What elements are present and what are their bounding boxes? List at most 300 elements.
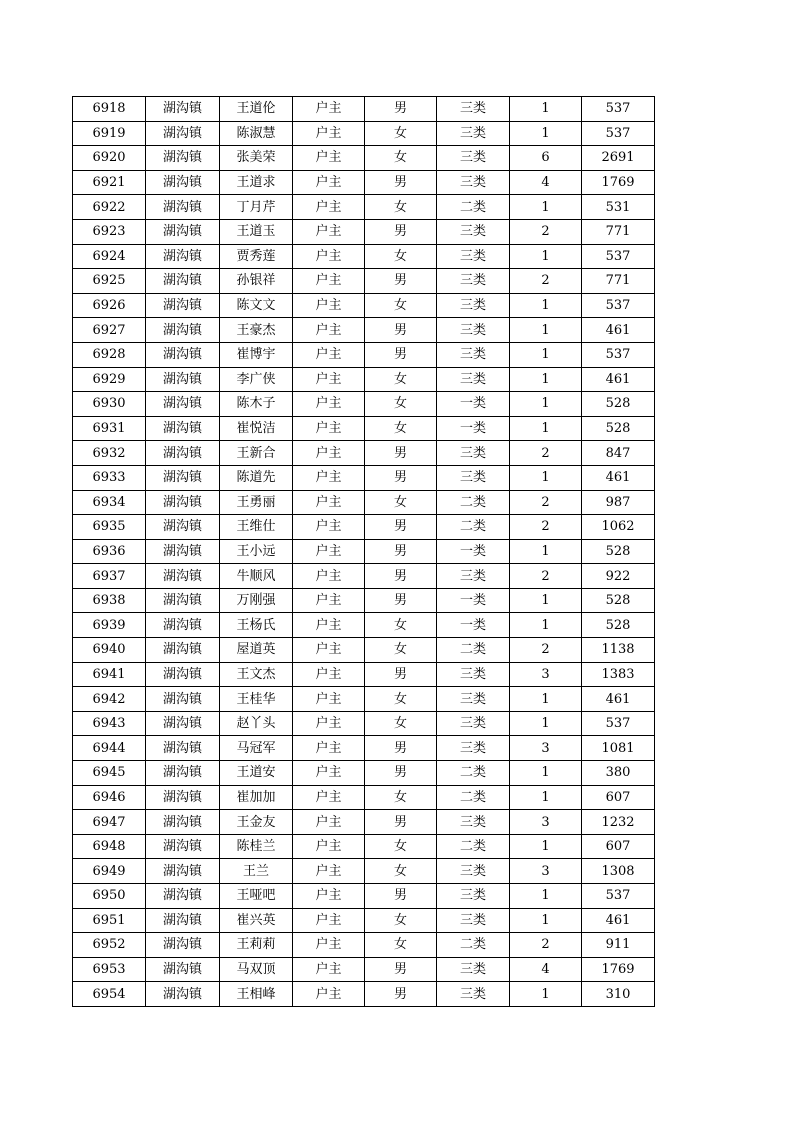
household-size-cell: 1 [510, 244, 582, 269]
amount-cell: 537 [582, 121, 655, 146]
gender-cell: 女 [365, 490, 437, 515]
relation-cell: 户主 [293, 121, 365, 146]
table-row [73, 588, 655, 613]
household-size-cell: 2 [510, 441, 582, 466]
household-size-cell: 3 [510, 859, 582, 884]
serial-number-cell: 6920 [73, 146, 146, 171]
table-row [73, 933, 655, 958]
household-size-cell: 1 [510, 613, 582, 638]
relation-cell: 户主 [293, 146, 365, 171]
serial-number-cell: 6941 [73, 662, 146, 687]
name-cell: 崔加加 [220, 785, 293, 810]
household-size-cell: 3 [510, 662, 582, 687]
serial-number-cell: 6932 [73, 441, 146, 466]
town-cell: 湖沟镇 [146, 219, 220, 244]
town-cell: 湖沟镇 [146, 859, 220, 884]
table-row [73, 318, 655, 343]
household-size-cell: 1 [510, 711, 582, 736]
gender-cell: 女 [365, 908, 437, 933]
relation-cell: 户主 [293, 884, 365, 909]
category-cell: 三类 [437, 736, 510, 761]
relation-cell: 户主 [293, 539, 365, 564]
category-cell: 三类 [437, 662, 510, 687]
town-cell: 湖沟镇 [146, 269, 220, 294]
gender-cell: 女 [365, 785, 437, 810]
category-cell: 三类 [437, 146, 510, 171]
serial-number-cell: 6931 [73, 416, 146, 441]
relation-cell: 户主 [293, 834, 365, 859]
amount-cell: 1232 [582, 810, 655, 835]
amount-cell: 1383 [582, 662, 655, 687]
gender-cell: 女 [365, 859, 437, 884]
serial-number-cell: 6945 [73, 761, 146, 786]
table-row [73, 515, 655, 540]
table-row [73, 244, 655, 269]
household-size-cell: 1 [510, 195, 582, 220]
household-size-cell: 1 [510, 761, 582, 786]
town-cell: 湖沟镇 [146, 170, 220, 195]
category-cell: 三类 [437, 982, 510, 1007]
household-size-cell: 1 [510, 97, 582, 122]
serial-number-cell: 6936 [73, 539, 146, 564]
town-cell: 湖沟镇 [146, 588, 220, 613]
gender-cell: 女 [365, 711, 437, 736]
name-cell: 崔博宇 [220, 342, 293, 367]
category-cell: 三类 [437, 957, 510, 982]
town-cell: 湖沟镇 [146, 736, 220, 761]
category-cell: 三类 [437, 219, 510, 244]
category-cell: 三类 [437, 367, 510, 392]
table-row [73, 662, 655, 687]
town-cell: 湖沟镇 [146, 933, 220, 958]
table-row [73, 219, 655, 244]
town-cell: 湖沟镇 [146, 392, 220, 417]
relation-cell: 户主 [293, 711, 365, 736]
town-cell: 湖沟镇 [146, 711, 220, 736]
table-row [73, 269, 655, 294]
town-cell: 湖沟镇 [146, 97, 220, 122]
relation-cell: 户主 [293, 367, 365, 392]
serial-number-cell: 6954 [73, 982, 146, 1007]
category-cell: 二类 [437, 761, 510, 786]
table-row [73, 465, 655, 490]
serial-number-cell: 6951 [73, 908, 146, 933]
amount-cell: 2691 [582, 146, 655, 171]
name-cell: 丁月芹 [220, 195, 293, 220]
category-cell: 三类 [437, 342, 510, 367]
gender-cell: 女 [365, 834, 437, 859]
amount-cell: 607 [582, 834, 655, 859]
household-size-cell: 1 [510, 293, 582, 318]
town-cell: 湖沟镇 [146, 810, 220, 835]
household-size-cell: 1 [510, 392, 582, 417]
gender-cell: 男 [365, 170, 437, 195]
category-cell: 一类 [437, 539, 510, 564]
table-row [73, 834, 655, 859]
gender-cell: 男 [365, 982, 437, 1007]
amount-cell: 911 [582, 933, 655, 958]
town-cell: 湖沟镇 [146, 662, 220, 687]
town-cell: 湖沟镇 [146, 638, 220, 663]
name-cell: 王杨氏 [220, 613, 293, 638]
name-cell: 屋道英 [220, 638, 293, 663]
table-row [73, 146, 655, 171]
table-row [73, 490, 655, 515]
serial-number-cell: 6948 [73, 834, 146, 859]
relation-cell: 户主 [293, 810, 365, 835]
category-cell: 三类 [437, 908, 510, 933]
name-cell: 王哑吧 [220, 884, 293, 909]
gender-cell: 男 [365, 97, 437, 122]
gender-cell: 女 [365, 244, 437, 269]
relation-cell: 户主 [293, 785, 365, 810]
amount-cell: 1308 [582, 859, 655, 884]
gender-cell: 男 [365, 761, 437, 786]
gender-cell: 女 [365, 638, 437, 663]
amount-cell: 537 [582, 97, 655, 122]
category-cell: 三类 [437, 711, 510, 736]
relation-cell: 户主 [293, 736, 365, 761]
serial-number-cell: 6947 [73, 810, 146, 835]
household-size-cell: 1 [510, 982, 582, 1007]
category-cell: 一类 [437, 613, 510, 638]
category-cell: 二类 [437, 785, 510, 810]
name-cell: 孙银祥 [220, 269, 293, 294]
serial-number-cell: 6937 [73, 564, 146, 589]
category-cell: 三类 [437, 687, 510, 712]
serial-number-cell: 6922 [73, 195, 146, 220]
gender-cell: 男 [365, 269, 437, 294]
category-cell: 三类 [437, 244, 510, 269]
name-cell: 马冠军 [220, 736, 293, 761]
table-row [73, 564, 655, 589]
gender-cell: 女 [365, 146, 437, 171]
category-cell: 三类 [437, 564, 510, 589]
gender-cell: 男 [365, 441, 437, 466]
gender-cell: 女 [365, 416, 437, 441]
name-cell: 贾秀莲 [220, 244, 293, 269]
amount-cell: 380 [582, 761, 655, 786]
amount-cell: 537 [582, 342, 655, 367]
name-cell: 王维仕 [220, 515, 293, 540]
serial-number-cell: 6953 [73, 957, 146, 982]
household-size-cell: 2 [510, 564, 582, 589]
name-cell: 王新合 [220, 441, 293, 466]
household-size-cell: 1 [510, 342, 582, 367]
name-cell: 崔悦洁 [220, 416, 293, 441]
town-cell: 湖沟镇 [146, 834, 220, 859]
category-cell: 二类 [437, 933, 510, 958]
relation-cell: 户主 [293, 244, 365, 269]
household-size-cell: 1 [510, 318, 582, 343]
relation-cell: 户主 [293, 982, 365, 1007]
relation-cell: 户主 [293, 416, 365, 441]
household-size-cell: 2 [510, 219, 582, 244]
town-cell: 湖沟镇 [146, 195, 220, 220]
relation-cell: 户主 [293, 515, 365, 540]
table-row [73, 785, 655, 810]
category-cell: 二类 [437, 515, 510, 540]
relation-cell: 户主 [293, 318, 365, 343]
name-cell: 王道求 [220, 170, 293, 195]
category-cell: 二类 [437, 834, 510, 859]
household-size-cell: 2 [510, 515, 582, 540]
serial-number-cell: 6949 [73, 859, 146, 884]
serial-number-cell: 6950 [73, 884, 146, 909]
relation-cell: 户主 [293, 490, 365, 515]
town-cell: 湖沟镇 [146, 121, 220, 146]
table-body [73, 97, 655, 1007]
relation-cell: 户主 [293, 342, 365, 367]
amount-cell: 461 [582, 318, 655, 343]
gender-cell: 男 [365, 219, 437, 244]
relation-cell: 户主 [293, 662, 365, 687]
serial-number-cell: 6946 [73, 785, 146, 810]
category-cell: 三类 [437, 465, 510, 490]
category-cell: 三类 [437, 97, 510, 122]
amount-cell: 528 [582, 539, 655, 564]
amount-cell: 771 [582, 269, 655, 294]
amount-cell: 537 [582, 244, 655, 269]
town-cell: 湖沟镇 [146, 490, 220, 515]
table-row [73, 613, 655, 638]
serial-number-cell: 6942 [73, 687, 146, 712]
category-cell: 一类 [437, 392, 510, 417]
table-row [73, 416, 655, 441]
name-cell: 王道玉 [220, 219, 293, 244]
town-cell: 湖沟镇 [146, 244, 220, 269]
category-cell: 三类 [437, 269, 510, 294]
household-size-cell: 1 [510, 539, 582, 564]
amount-cell: 987 [582, 490, 655, 515]
table-row [73, 638, 655, 663]
relation-cell: 户主 [293, 465, 365, 490]
serial-number-cell: 6919 [73, 121, 146, 146]
table-row [73, 441, 655, 466]
name-cell: 陈木子 [220, 392, 293, 417]
serial-number-cell: 6933 [73, 465, 146, 490]
gender-cell: 男 [365, 662, 437, 687]
amount-cell: 771 [582, 219, 655, 244]
table-row [73, 982, 655, 1007]
name-cell: 陈文文 [220, 293, 293, 318]
relation-cell: 户主 [293, 613, 365, 638]
table-row [73, 884, 655, 909]
household-size-cell: 1 [510, 687, 582, 712]
amount-cell: 461 [582, 908, 655, 933]
gender-cell: 男 [365, 515, 437, 540]
amount-cell: 461 [582, 465, 655, 490]
name-cell: 王兰 [220, 859, 293, 884]
household-size-cell: 1 [510, 884, 582, 909]
serial-number-cell: 6934 [73, 490, 146, 515]
relation-cell: 户主 [293, 957, 365, 982]
amount-cell: 531 [582, 195, 655, 220]
amount-cell: 1081 [582, 736, 655, 761]
town-cell: 湖沟镇 [146, 416, 220, 441]
table-row [73, 195, 655, 220]
serial-number-cell: 6944 [73, 736, 146, 761]
name-cell: 崔兴英 [220, 908, 293, 933]
category-cell: 二类 [437, 638, 510, 663]
relation-cell: 户主 [293, 195, 365, 220]
household-size-cell: 4 [510, 957, 582, 982]
name-cell: 王小远 [220, 539, 293, 564]
relation-cell: 户主 [293, 687, 365, 712]
name-cell: 王桂华 [220, 687, 293, 712]
amount-cell: 528 [582, 392, 655, 417]
gender-cell: 女 [365, 195, 437, 220]
name-cell: 赵丫头 [220, 711, 293, 736]
gender-cell: 男 [365, 564, 437, 589]
town-cell: 湖沟镇 [146, 318, 220, 343]
gender-cell: 女 [365, 293, 437, 318]
serial-number-cell: 6935 [73, 515, 146, 540]
table-row [73, 392, 655, 417]
amount-cell: 528 [582, 588, 655, 613]
name-cell: 王勇丽 [220, 490, 293, 515]
name-cell: 王道伦 [220, 97, 293, 122]
serial-number-cell: 6943 [73, 711, 146, 736]
town-cell: 湖沟镇 [146, 367, 220, 392]
household-size-cell: 3 [510, 736, 582, 761]
name-cell: 万刚强 [220, 588, 293, 613]
household-size-cell: 4 [510, 170, 582, 195]
name-cell: 王道安 [220, 761, 293, 786]
gender-cell: 女 [365, 121, 437, 146]
gender-cell: 女 [365, 367, 437, 392]
relation-cell: 户主 [293, 564, 365, 589]
name-cell: 陈道先 [220, 465, 293, 490]
amount-cell: 461 [582, 367, 655, 392]
amount-cell: 607 [582, 785, 655, 810]
household-size-cell: 6 [510, 146, 582, 171]
amount-cell: 847 [582, 441, 655, 466]
town-cell: 湖沟镇 [146, 539, 220, 564]
town-cell: 湖沟镇 [146, 687, 220, 712]
name-cell: 陈淑慧 [220, 121, 293, 146]
name-cell: 张美荣 [220, 146, 293, 171]
relation-cell: 户主 [293, 441, 365, 466]
amount-cell: 1769 [582, 170, 655, 195]
gender-cell: 女 [365, 392, 437, 417]
household-size-cell: 2 [510, 933, 582, 958]
category-cell: 一类 [437, 588, 510, 613]
town-cell: 湖沟镇 [146, 293, 220, 318]
relation-cell: 户主 [293, 638, 365, 663]
household-size-cell: 1 [510, 416, 582, 441]
town-cell: 湖沟镇 [146, 761, 220, 786]
table-row [73, 342, 655, 367]
amount-cell: 1769 [582, 957, 655, 982]
name-cell: 王文杰 [220, 662, 293, 687]
household-size-cell: 1 [510, 465, 582, 490]
category-cell: 三类 [437, 810, 510, 835]
relation-cell: 户主 [293, 588, 365, 613]
serial-number-cell: 6939 [73, 613, 146, 638]
name-cell: 王豪杰 [220, 318, 293, 343]
household-size-cell: 1 [510, 834, 582, 859]
household-size-cell: 2 [510, 638, 582, 663]
town-cell: 湖沟镇 [146, 465, 220, 490]
relation-cell: 户主 [293, 269, 365, 294]
name-cell: 牛顺风 [220, 564, 293, 589]
category-cell: 三类 [437, 859, 510, 884]
serial-number-cell: 6921 [73, 170, 146, 195]
amount-cell: 461 [582, 687, 655, 712]
table-row [73, 711, 655, 736]
town-cell: 湖沟镇 [146, 957, 220, 982]
serial-number-cell: 6952 [73, 933, 146, 958]
town-cell: 湖沟镇 [146, 908, 220, 933]
serial-number-cell: 6925 [73, 269, 146, 294]
amount-cell: 1062 [582, 515, 655, 540]
gender-cell: 女 [365, 613, 437, 638]
town-cell: 湖沟镇 [146, 613, 220, 638]
household-size-cell: 1 [510, 367, 582, 392]
serial-number-cell: 6930 [73, 392, 146, 417]
name-cell: 马双顶 [220, 957, 293, 982]
town-cell: 湖沟镇 [146, 441, 220, 466]
table-row [73, 810, 655, 835]
gender-cell: 男 [365, 342, 437, 367]
table-row [73, 761, 655, 786]
table-row [73, 859, 655, 884]
household-size-cell: 1 [510, 588, 582, 613]
household-size-cell: 3 [510, 810, 582, 835]
gender-cell: 男 [365, 810, 437, 835]
table-row [73, 736, 655, 761]
household-size-cell: 2 [510, 269, 582, 294]
table-row [73, 97, 655, 122]
serial-number-cell: 6924 [73, 244, 146, 269]
household-size-cell: 1 [510, 121, 582, 146]
town-cell: 湖沟镇 [146, 785, 220, 810]
amount-cell: 537 [582, 711, 655, 736]
gender-cell: 女 [365, 933, 437, 958]
serial-number-cell: 6938 [73, 588, 146, 613]
relation-cell: 户主 [293, 908, 365, 933]
name-cell: 王相峰 [220, 982, 293, 1007]
category-cell: 三类 [437, 170, 510, 195]
gender-cell: 男 [365, 957, 437, 982]
gender-cell: 男 [365, 736, 437, 761]
table-row [73, 957, 655, 982]
category-cell: 三类 [437, 441, 510, 466]
table-row [73, 687, 655, 712]
town-cell: 湖沟镇 [146, 515, 220, 540]
amount-cell: 537 [582, 293, 655, 318]
amount-cell: 528 [582, 613, 655, 638]
gender-cell: 男 [365, 884, 437, 909]
gender-cell: 男 [365, 318, 437, 343]
name-cell: 王莉莉 [220, 933, 293, 958]
gender-cell: 男 [365, 588, 437, 613]
serial-number-cell: 6927 [73, 318, 146, 343]
amount-cell: 537 [582, 884, 655, 909]
category-cell: 二类 [437, 195, 510, 220]
amount-cell: 922 [582, 564, 655, 589]
town-cell: 湖沟镇 [146, 884, 220, 909]
town-cell: 湖沟镇 [146, 146, 220, 171]
amount-cell: 1138 [582, 638, 655, 663]
relation-cell: 户主 [293, 219, 365, 244]
category-cell: 二类 [437, 490, 510, 515]
serial-number-cell: 6923 [73, 219, 146, 244]
household-size-cell: 1 [510, 785, 582, 810]
serial-number-cell: 6928 [73, 342, 146, 367]
name-cell: 王金友 [220, 810, 293, 835]
